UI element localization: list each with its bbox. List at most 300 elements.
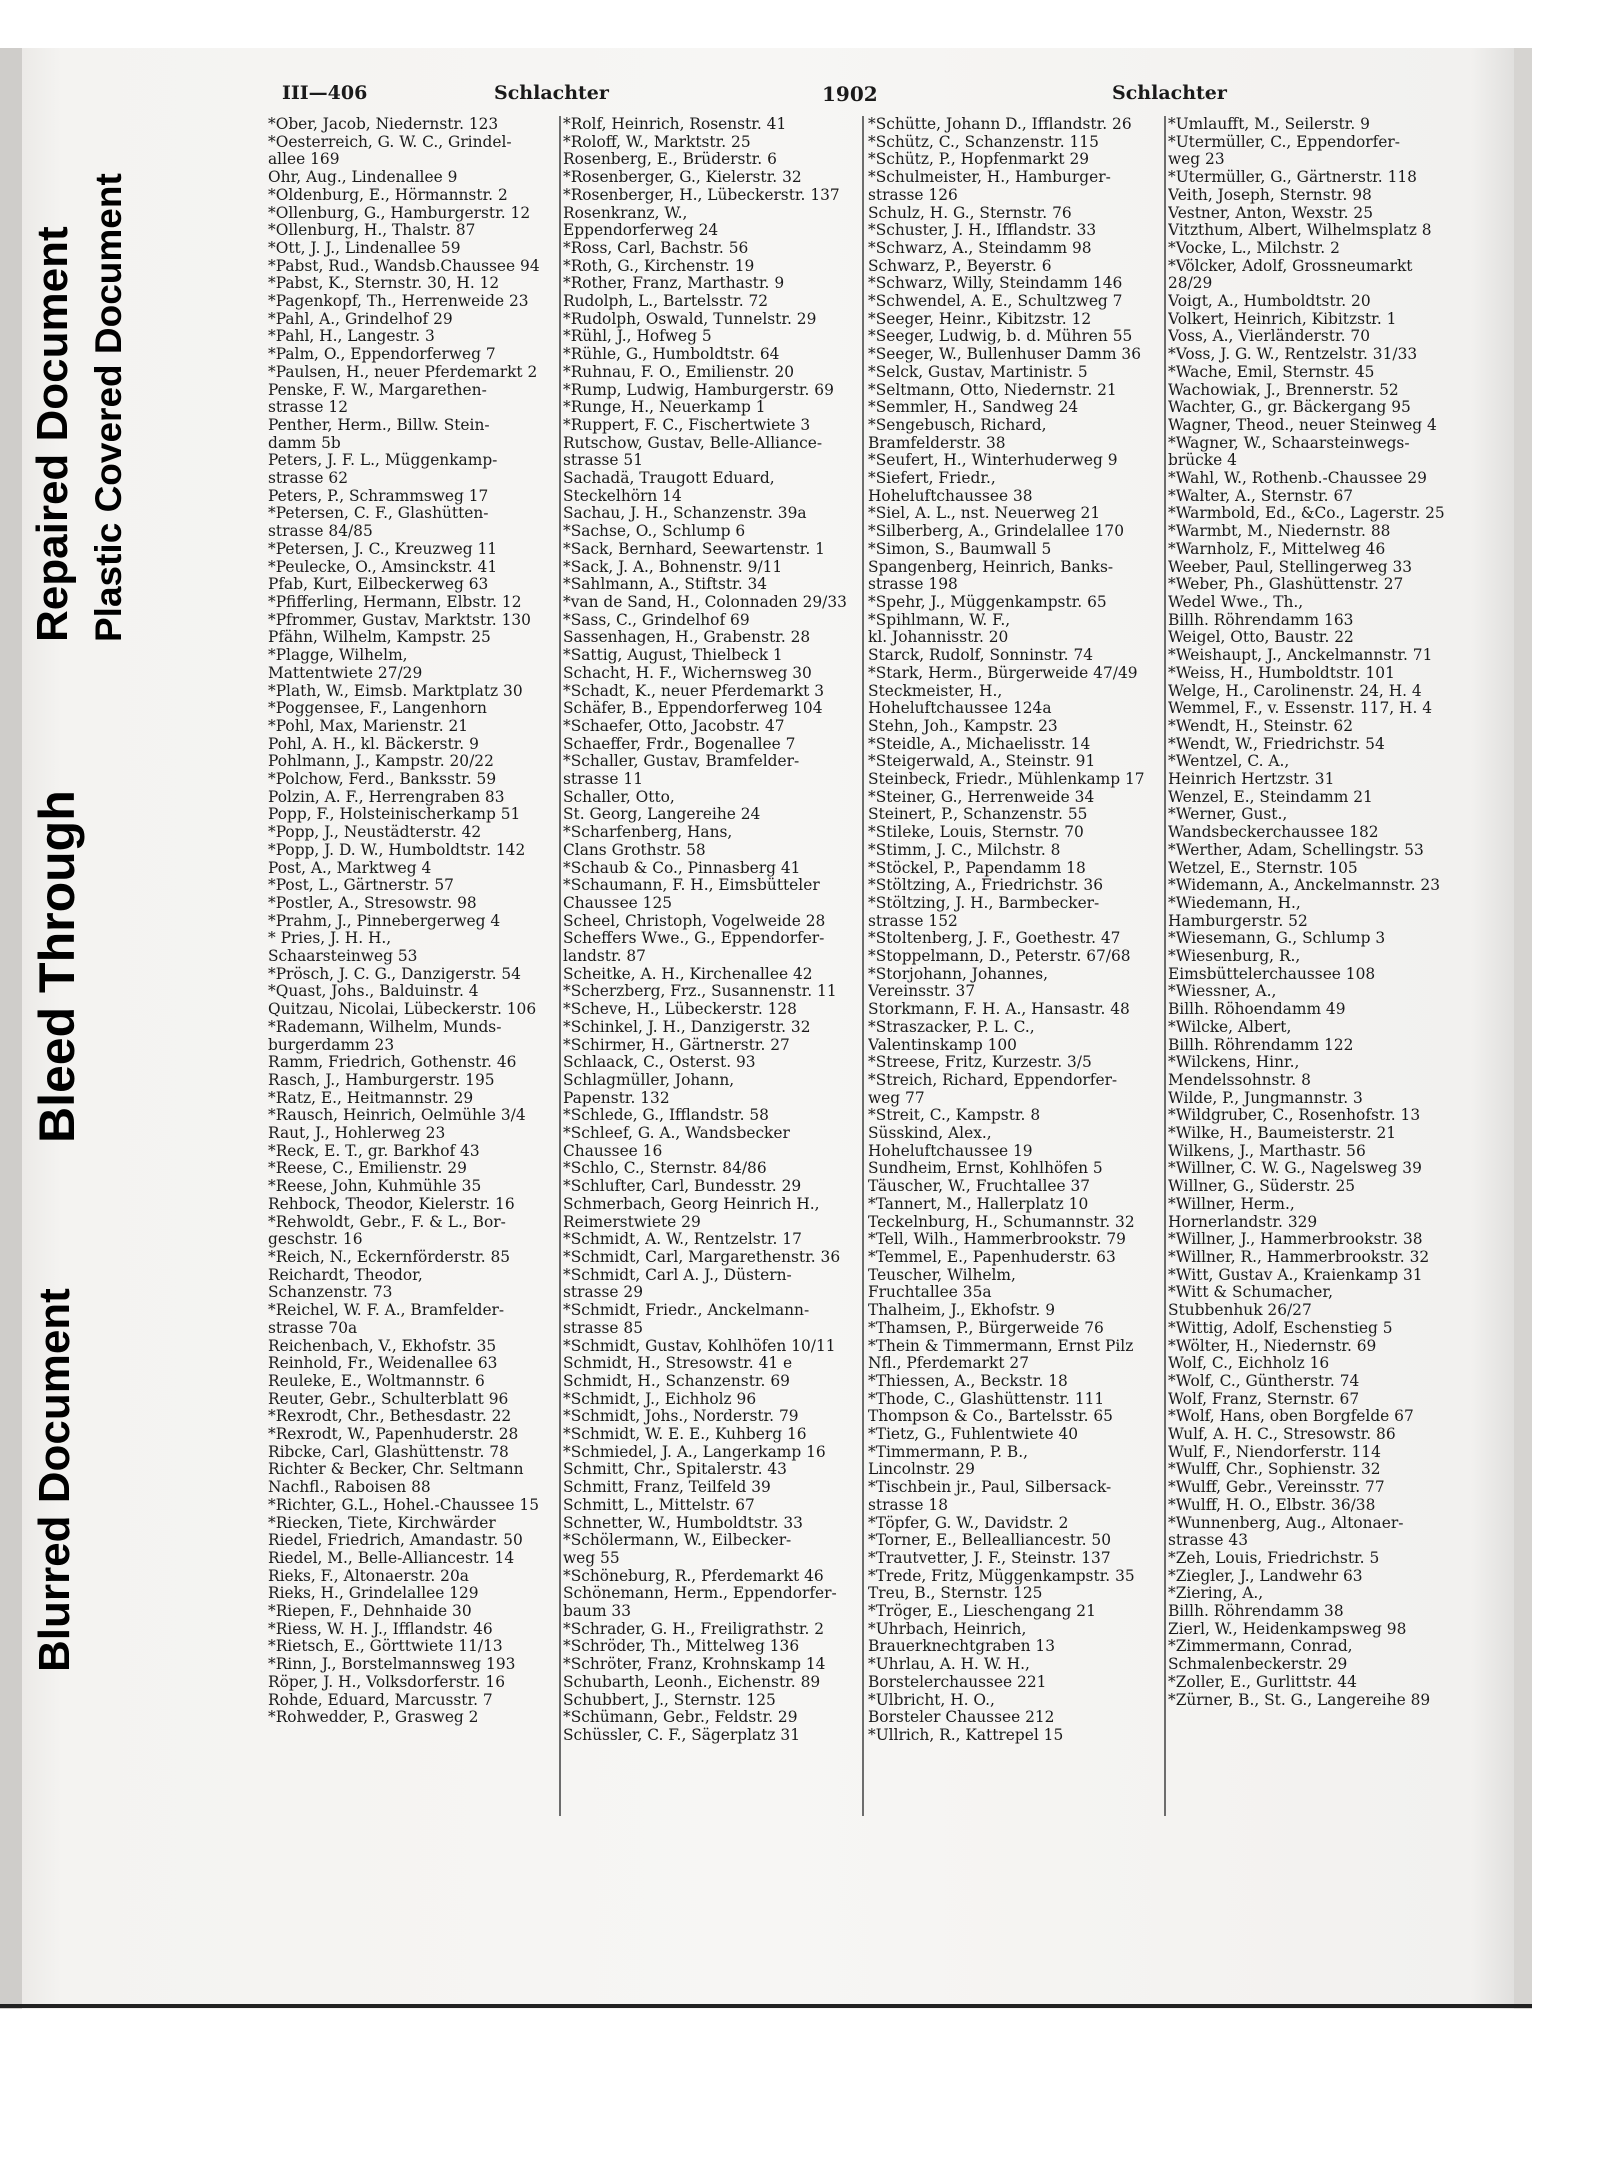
directory-entry: *Quast, Johs., Balduinstr. 4 [268,983,479,1001]
directory-entry: Rosenkranz, W., [563,204,688,222]
directory-entry: *Warmbt, M., Niedernstr. 88 [1168,523,1391,541]
directory-entry: Hoheluftchaussee 19 [868,1142,1033,1160]
directory-entry: Wilkens, J., Marthastr. 56 [1168,1142,1366,1160]
directory-entry: *Stöltzing, J. H., Barmbecker- [868,894,1100,912]
directory-entry: Wagner, Theod., neuer Steinweg 4 [1168,416,1437,434]
column-rule [1164,116,1166,1816]
directory-entry: *Rehwoldt, Gebr., F. & L., Bor- [268,1213,506,1231]
directory-entry: *Wölter, H., Niedernstr. 69 [1168,1337,1377,1355]
directory-entry: strasse 51 [563,452,643,470]
directory-entry: *Sengebusch, Richard, [868,416,1047,434]
directory-entry: *Stöltzing, A., Friedrichstr. 36 [868,877,1104,895]
directory-entry: Welge, H., Carolinenstr. 24, H. 4 [1168,682,1422,700]
directory-entry: *Siefert, Friedr., [868,470,996,488]
directory-entry: *Wagner, W., Schaarsteinwegs- [1168,434,1410,452]
directory-entry: *Willner, J., Hammerbrookstr. 38 [1168,1231,1423,1249]
directory-entry: Voigt, A., Humboldtstr. 20 [1168,293,1371,311]
directory-entry: Borstelerchaussee 221 [868,1673,1047,1691]
directory-entry: Teckelnburg, H., Schumannstr. 32 [868,1213,1135,1231]
directory-entry: Rosenberg, E., Brüderstr. 6 [563,151,777,169]
directory-entry: *Willner, R., Hammerbrookstr. 32 [1168,1249,1430,1266]
directory-entry: Ribcke, Carl, Glashüttenstr. 78 [268,1443,509,1461]
directory-entry: *Ulbricht, H. O., [868,1691,995,1709]
directory-entry: *Seeger, Ludwig, b. d. Mühren 55 [868,328,1133,346]
directory-entry: *Walter, A., Sternstr. 67 [1168,487,1354,505]
directory-column-4 [1168,116,1458,1709]
running-title-right: Schlachter [1112,82,1227,104]
directory-entry: Stehn, Joh., Kampstr. 23 [868,717,1058,735]
directory-entry: *Prahm, J., Pinnebergerweg 4 [268,912,501,930]
directory-entry: geschstr. 16 [268,1231,363,1249]
directory-entry: strasse 62 [268,470,348,488]
directory-entry: *Streich, Richard, Eppendorfer- [868,1071,1118,1089]
directory-entry: Popp, F., Holsteinischerkamp 51 [268,806,521,824]
directory-entry: *Wentzel, C. A., [1168,753,1290,771]
directory-entry: Hoheluftchaussee 38 [868,487,1033,505]
directory-entry: *Sack, J. A., Bohnenstr. 9/11 [563,558,783,576]
directory-entry: *Roth, G., Kirchenstr. 19 [563,257,755,275]
directory-entry: *Timmermann, P. B., [868,1443,1029,1461]
directory-entry: *Schuster, J. H., Ifflandstr. 33 [868,222,1097,240]
directory-entry: Rieks, H., Grindelallee 129 [268,1585,479,1603]
directory-entry: Billh. Röhoendamm 49 [1168,1001,1346,1019]
directory-entry: *Schrader, G. H., Freiligrathstr. 2 [563,1620,825,1638]
directory-entry: * Pries, J. H. H., [268,930,392,948]
directory-entry: Wandsbeckerchaussee 182 [1168,824,1379,842]
directory-entry: Rieks, F., Altonaerstr. 20a [268,1567,469,1585]
binding-edge [0,48,22,2009]
directory-entry: Rasch, J., Hamburgerstr. 195 [268,1071,495,1089]
directory-entry: *Schaub & Co., Pinnasberg 41 [563,859,801,877]
directory-entry: Wulf, F., Niendorferstr. 114 [1168,1443,1381,1461]
directory-entry: Scheel, Christoph, Vogelweide 28 [563,912,826,930]
directory-entry: *Wulff, Gebr., Vereinsstr. 77 [1168,1479,1385,1497]
directory-entry: Schüssler, C. F., Sägerplatz 31 [563,1726,800,1744]
directory-entry: Billh. Röhrendamm 163 [1168,611,1354,629]
directory-entry: Schubbert, J., Sternstr. 125 [563,1691,776,1709]
directory-entry: *Ober, Jacob, Niedernstr. 123 [268,116,499,133]
directory-entry: *Schwendel, A. E., Schultzweg 7 [868,293,1123,311]
directory-entry: *Rudolph, Oswald, Tunnelstr. 29 [563,310,817,328]
column-rule [559,116,561,1816]
directory-entry: *Torner, E., Bellealliancestr. 50 [868,1532,1112,1550]
bottom-edge-rule [0,2004,1532,2008]
directory-entry: *Paulsen, H., neuer Pferdemarkt 2 [268,363,538,381]
directory-entry: Teuscher, Wilhelm, [868,1266,1016,1284]
directory-entry: *Ott, J. J., Lindenallee 59 [268,239,461,257]
directory-entry: *Tannert, M., Hallerplatz 10 [868,1195,1089,1213]
directory-entry: strasse 12 [268,399,348,417]
directory-entry: Reinhold, Fr., Weidenallee 63 [268,1355,498,1373]
directory-entry: Riedel, Friedrich, Amandastr. 50 [268,1532,523,1550]
directory-entry: Sassenhagen, H., Grabenstr. 28 [563,629,811,647]
directory-entry: Scheitke, A. H., Kirchenallee 42 [563,965,813,983]
directory-entry: *Zürner, B., St. G., Langereihe 89 [1168,1691,1431,1709]
directory-entry: *Sachse, O., Schlump 6 [563,523,746,541]
directory-entry: *Wildgruber, C., Rosenhofstr. 13 [1168,1107,1421,1125]
directory-entry: *Siel, A. L., nst. Neuerweg 21 [868,505,1101,523]
directory-entry: Mendelssohnstr. 8 [1168,1071,1311,1089]
directory-entry: Stubbenhuk 26/27 [1168,1302,1312,1320]
directory-entry: *Richter, G.L., Hohel.-Chaussee 15 [268,1496,540,1514]
directory-entry: *Vocke, L., Milchstr. 2 [1168,239,1340,257]
directory-entry: Wemmel, F., v. Essenstr. 117, H. 4 [1168,700,1433,718]
directory-entry: landstr. 87 [563,948,646,966]
directory-entry: *Scharfenberg, Hans, [563,824,733,842]
directory-entry: *Semmler, H., Sandweg 24 [868,399,1079,417]
directory-entry: Schmitt, Chr., Spitalerstr. 43 [563,1461,787,1479]
directory-entry: *Zimmermann, Conrad, [1168,1638,1353,1656]
directory-entry: Sachadä, Traugott Eduard, [563,470,775,488]
directory-entry: Wolf, C., Eichholz 16 [1168,1355,1330,1373]
directory-entry: Nfl., Pferdemarkt 27 [868,1355,1030,1373]
directory-entry: *Schmidt, Carl, Margarethenstr. 36 [563,1249,841,1266]
directory-entry: *Schirmer, H., Gärtnerstr. 27 [563,1036,790,1054]
directory-entry: *Schlufter, Carl, Bundesstr. 29 [563,1178,802,1196]
directory-entry: *Rexrodt, Chr., Bethesdastr. 22 [268,1408,512,1426]
directory-entry: Rutschow, Gustav, Belle-Alliance- [563,434,823,452]
directory-entry: *Schütz, P., Hopfenmarkt 29 [868,151,1090,169]
directory-entry: *Schaller, Gustav, Bramfelder- [563,753,800,771]
directory-entry: Reichardt, Theodor, [268,1266,423,1284]
directory-entry: weg 77 [868,1089,925,1107]
directory-entry: *Wiesemann, G., Schlump 3 [1168,930,1386,948]
directory-entry: *Simon, S., Baumwall 5 [868,540,1052,558]
directory-entry: Nachfl., Raboisen 88 [268,1479,431,1497]
directory-entry: strasse 70a [268,1319,358,1337]
directory-entry: *Wilckens, Hinr., [1168,1054,1300,1072]
directory-entry: Veith, Joseph, Sternstr. 98 [1168,186,1372,204]
directory-entry: Täuscher, W., Fruchtallee 37 [868,1178,1091,1196]
directory-entry: *Uhrbach, Heinrich, [868,1620,1027,1638]
directory-entry: Schäfer, B., Eppendorferweg 104 [563,700,823,718]
directory-entry: *Weishaupt, J., Anckelmannstr. 71 [1168,647,1433,665]
directory-entry: *Riecken, Tiete, Kirchwärder [268,1514,496,1532]
directory-entry: *Schümann, Gebr., Feldstr. 29 [563,1709,798,1727]
directory-entry: *Sack, Bernhard, Seewartenstr. 1 [563,540,825,558]
directory-entry: Peters, P., Schrammsweg 17 [268,487,489,505]
directory-entry: Pohl, A. H., kl. Bäckerstr. 9 [268,735,479,753]
directory-entry: *Schlede, G., Ifflandstr. 58 [563,1107,769,1125]
directory-entry: Brauerknechtgraben 13 [868,1638,1056,1656]
directory-entry: *Postler, A., Stresowstr. 98 [268,894,477,912]
directory-entry: *Uhrlau, A. H. W. H., [868,1656,1030,1674]
directory-entry: *Oldenburg, E., Hörmannstr. 2 [268,186,508,204]
directory-entry: Richter & Becker, Chr. Seltmann [268,1461,524,1479]
directory-entry: Ramm, Friedrich, Gothenstr. 46 [268,1054,517,1072]
directory-entry: Schnetter, W., Humboldtstr. 33 [563,1514,803,1532]
directory-entry: Schmerbach, Georg Heinrich H., [563,1195,820,1213]
directory-column-3 [868,116,1162,1745]
directory-entry: Rudolph, L., Bartelsstr. 72 [563,293,769,311]
directory-entry: *Töpfer, G. W., Davidstr. 2 [868,1514,1069,1532]
directory-entry: *Schwarz, A., Steindamm 98 [868,239,1092,257]
directory-entry: *Sass, C., Grindelhof 69 [563,611,750,629]
directory-entry: *Rietsch, E., Görttwiete 11/13 [268,1638,503,1656]
directory-entry: *Thiessen, A., Beckstr. 18 [868,1372,1068,1390]
directory-entry: *Witt, Gustav A., Kraienkamp 31 [1168,1266,1423,1284]
directory-entry: *Sahlmann, A., Stiftstr. 34 [563,576,768,594]
directory-entry: *Zoller, E., Gurlittstr. 44 [1168,1673,1357,1691]
directory-entry: *Pagenkopf, Th., Herrenweide 23 [268,293,529,311]
directory-entry: Voss, A., Vierländerstr. 70 [1168,328,1371,346]
directory-entry: *Rademann, Wilhelm, Munds- [268,1018,502,1036]
plastic-covered-label: Plastic Covered Document [88,173,129,642]
directory-entry: *Wolf, C., Güntherstr. 74 [1168,1372,1360,1390]
directory-entry: Clans Grothstr. 58 [563,841,706,859]
directory-entry: *Spihlmann, W. F., [868,611,1011,629]
directory-entry: *Schütte, Johann D., Ifflandstr. 26 [868,116,1132,133]
directory-entry: *Pohl, Max, Marienstr. 21 [268,717,469,735]
directory-entry: *Streese, Fritz, Kurzestr. 3/5 [868,1054,1092,1072]
directory-entry: *Tietz, G., Fuhlentwiete 40 [868,1426,1079,1444]
directory-entry: *Riess, W. H. J., Ifflandstr. 46 [268,1620,493,1638]
directory-entry: Wetzel, E., Sternstr. 105 [1168,859,1358,877]
directory-entry: *Umlaufft, M., Seilerstr. 9 [1168,116,1370,133]
directory-entry: Reichenbach, V., Ekhofstr. 35 [268,1337,497,1355]
directory-entry: Sundheim, Ernst, Kohlhöfen 5 [868,1160,1103,1178]
directory-entry: Spangenberg, Heinrich, Banks- [868,558,1114,576]
directory-entry: *Oesterreich, G. W. C., Grindel- [268,133,512,151]
directory-entry: *Warmbold, Ed., &Co., Lagerstr. 25 [1168,505,1445,523]
directory-entry: Schlagmüller, Johann, [563,1071,735,1089]
directory-entry: Riedel, M., Belle-Alliancestr. 14 [268,1549,515,1567]
directory-entry: Röper, J. H., Volksdorferstr. 16 [268,1673,505,1691]
directory-entry: *Wittig, Adolf, Eschenstieg 5 [1168,1319,1393,1337]
directory-entry: *Rolf, Heinrich, Rosenstr. 41 [563,116,787,133]
directory-column-1 [268,116,556,1727]
directory-entry: *Thode, C., Glashüttenstr. 111 [868,1390,1105,1408]
directory-entry: Reimerstwiete 29 [563,1213,701,1231]
directory-entry: Reuleke, E., Woltmannstr. 6 [268,1372,485,1390]
directory-entry: Hamburgerstr. 52 [1168,912,1308,930]
directory-entry: *Wahl, W., Rothenb.-Chaussee 29 [1168,470,1427,488]
directory-entry: strasse 198 [868,576,958,594]
directory-entry: Penther, Herm., Billw. Stein- [268,416,490,434]
directory-entry: *Rühl, J., Hofweg 5 [563,328,712,346]
directory-entry: *Pahl, H., Langestr. 3 [268,328,435,346]
directory-entry: strasse 43 [1168,1532,1248,1550]
directory-entry: *Tröger, E., Lieschengang 21 [868,1603,1096,1621]
directory-entry: *Schaumann, F. H., Eimsbütteler [563,877,820,895]
directory-entry: *Petersen, J. C., Kreuzweg 11 [268,540,498,558]
directory-entry: Vestner, Anton, Wexstr. 25 [1168,204,1374,222]
directory-entry: Papenstr. 132 [563,1089,670,1107]
directory-entry: Bramfelderstr. 38 [868,434,1006,452]
directory-entry: Quitzau, Nicolai, Lübeckerstr. 106 [268,1001,537,1019]
directory-entry: *Wilcke, Albert, [1168,1018,1292,1036]
directory-entry: *Reichel, W. F. A., Bramfelder- [268,1302,505,1320]
directory-entry: *Scherzberg, Frz., Susannenstr. 11 [563,983,837,1001]
directory-entry: Wulf, A. H. C., Stresowstr. 86 [1168,1426,1396,1444]
directory-entry: Schönemann, Herm., Eppendorfer- [563,1585,837,1603]
directory-entry: *Plath, W., Eimsb. Marktplatz 30 [268,682,523,700]
directory-entry: Schacht, H. F., Wichernsweg 30 [563,664,812,682]
directory-entry: *Polchow, Ferd., Banksstr. 59 [268,771,497,789]
directory-entry: *Witt & Schumacher, [1168,1284,1333,1302]
directory-entry: *Rump, Ludwig, Hamburgerstr. 69 [563,381,834,399]
directory-entry: *Wulff, Chr., Sophienstr. 32 [1168,1461,1381,1479]
directory-entry: Billh. Röhrendamm 38 [1168,1603,1344,1621]
directory-entry: *Schmidt, Carl A. J., Düstern- [563,1266,792,1284]
year: 1902 [822,82,878,106]
directory-entry: *Ratz, E., Heitmannstr. 29 [268,1089,474,1107]
directory-entry: *Pahl, A., Grindelhof 29 [268,310,453,328]
directory-entry: *Ruhnau, F. O., Emilienstr. 20 [563,363,795,381]
directory-entry: Starck, Rudolf, Sonninstr. 74 [868,647,1094,665]
directory-entry: Thalheim, J., Ekhofstr. 9 [868,1302,1056,1320]
directory-entry: *Stark, Herm., Bürgerweide 47/49 [868,664,1138,682]
directory-entry: *Sattig, August, Thielbeck 1 [563,647,783,665]
directory-entry: *van de Sand, H., Colonnaden 29/33 [563,593,847,611]
directory-entry: *Silberberg, A., Grindelallee 170 [868,523,1125,541]
directory-entry: strasse 29 [563,1284,643,1302]
directory-entry: *Steidle, A., Michaelisstr. 14 [868,735,1091,753]
directory-entry: Wedel Wwe., Th., [1168,593,1304,611]
directory-entry: *Völcker, Adolf, Grossneumarkt [1168,257,1413,275]
directory-entry: allee 169 [268,151,340,169]
directory-entry: *Post, L., Gärtnerstr. 57 [268,877,454,895]
directory-entry: *Schmidt, Gustav, Kohlhöfen 10/11 [563,1337,836,1355]
directory-entry: *Rinn, J., Borstelmannsweg 193 [268,1656,516,1674]
directory-entry: Weeber, Paul, Stellingerweg 33 [1168,558,1413,576]
directory-entry: kl. Johannisstr. 20 [868,629,1009,647]
directory-entry: *Schinkel, J. H., Danzigerstr. 32 [563,1018,811,1036]
directory-entry: *Wendt, W., Friedrichstr. 54 [1168,735,1385,753]
directory-entry: *Schütz, C., Schanzenstr. 115 [868,133,1099,151]
directory-entry: strasse 84/85 [268,523,373,541]
directory-entry: strasse 11 [563,771,643,789]
directory-entry: Fruchtallee 35a [868,1284,992,1302]
directory-entry: *Schaefer, Otto, Jacobstr. 47 [563,717,785,735]
directory-entry: *Thein & Timmermann, Ernst Pilz [868,1337,1134,1355]
directory-entry: Schmidt, H., Schanzenstr. 69 [563,1372,790,1390]
directory-entry: *Werner, Gust., [1168,806,1288,824]
directory-entry: *Reich, N., Eckernförderstr. 85 [268,1249,511,1266]
directory-entry: *Schlo, C., Sternstr. 84/86 [563,1160,767,1178]
directory-entry: Schaeffer, Frdr., Bogenallee 7 [563,735,796,753]
directory-entry: Willner, G., Süderstr. 25 [1168,1178,1356,1196]
repaired-document-label: Repaired Document [28,226,77,642]
directory-entry: *Schmidt, A. W., Rentzelstr. 17 [563,1231,802,1249]
directory-entry: Ohr, Aug., Lindenallee 9 [268,169,458,187]
directory-entry: weg 55 [563,1549,620,1567]
directory-entry: *Schwarz, Willy, Steindamm 146 [868,275,1123,293]
directory-entry: *Rohwedder, P., Grasweg 2 [268,1709,479,1727]
directory-entry: Wenzel, E., Steindamm 21 [1168,788,1373,806]
directory-entry: *Steiner, G., Herrenweide 34 [868,788,1095,806]
directory-entry: Wachowiak, J., Brennerstr. 52 [1168,381,1399,399]
directory-entry: Reuter, Gebr., Schulterblatt 96 [268,1390,509,1408]
directory-entry: *Runge, H., Neuerkamp 1 [563,399,766,417]
directory-entry: Schaarsteinweg 53 [268,948,418,966]
directory-entry: 28/29 [1168,275,1213,293]
directory-entry: Eppendorferweg 24 [563,222,719,240]
column-rule [862,116,864,1816]
directory-entry: *Riepen, F., Dehnhaide 30 [268,1603,472,1621]
directory-entry: *Selck, Gustav, Martinistr. 5 [868,363,1088,381]
directory-entry: *Warnholz, F., Mittelweg 46 [1168,540,1386,558]
directory-entry: *Utermüller, G., Gärtnerstr. 118 [1168,169,1417,187]
directory-entry: strasse 126 [868,186,958,204]
directory-entry: *Storjohann, Johannes, [868,965,1049,983]
directory-entry: *Stoppelmann, D., Peterstr. 67/68 [868,948,1131,966]
directory-entry: *Poggensee, F., Langenhorn [268,700,487,718]
directory-entry: *Popp, J., Neustädterstr. 42 [268,824,482,842]
directory-entry: *Straszacker, P. L. C., [868,1018,1035,1036]
directory-entry: Steckelhörn 14 [563,487,682,505]
directory-entry: *Roloff, W., Marktstr. 25 [563,133,751,151]
directory-entry: strasse 85 [563,1319,643,1337]
directory-entry: *Weber, Ph., Glashüttenstr. 27 [1168,576,1404,594]
directory-entry: *Rosenberger, G., Kielerstr. 32 [563,169,802,187]
directory-entry: Wilde, P., Jungmannstr. 3 [1168,1089,1363,1107]
directory-entry: *Plagge, Wilhelm, [268,647,408,665]
directory-entry: *Stimm, J. C., Milchstr. 8 [868,841,1061,859]
running-title-left: Schlachter [494,82,609,104]
directory-entry: *Stoltenberg, J. F., Goethestr. 47 [868,930,1121,948]
directory-entry: Wachter, G., gr. Bäckergang 95 [1168,399,1411,417]
directory-entry: *Pabst, K., Sternstr. 30, H. 12 [268,275,500,293]
directory-entry: *Steigerwald, A., Steinstr. 91 [868,753,1096,771]
directory-entry: *Stileke, Louis, Sternstr. 70 [868,824,1084,842]
directory-entry: Schanzenstr. 73 [268,1284,393,1302]
directory-entry: damm 5b [268,434,341,452]
directory-entry: *Utermüller, C., Eppendorfer- [1168,133,1400,151]
directory-entry: *Petersen, C. F., Glashütten- [268,505,489,523]
directory-entry: *Schmiedel, J. A., Langerkamp 16 [563,1443,826,1461]
directory-entry: Polzin, A. F., Herrengraben 83 [268,788,505,806]
directory-entry: Chaussee 16 [563,1142,663,1160]
directory-entry: Pohlmann, J., Kampstr. 20/22 [268,753,494,771]
directory-entry: *Tischbein jr., Paul, Silbersack- [868,1479,1112,1497]
directory-entry: Vitzthum, Albert, Wilhelmsplatz 8 [1168,222,1432,240]
directory-entry: Chaussee 125 [563,894,673,912]
directory-entry: *Schölermann, W., Eilbecker- [563,1532,792,1550]
directory-entry: *Spehr, J., Müggenkampstr. 65 [868,593,1107,611]
directory-entry: Scheffers Wwe., G., Eppendorfer- [563,930,825,948]
directory-entry: Steinert, P., Schanzenstr. 55 [868,806,1088,824]
directory-entry: burgerdamm 23 [268,1036,395,1054]
directory-entry: Hoheluftchaussee 124a [868,700,1052,718]
directory-entry: *Seltmann, Otto, Niedernstr. 21 [868,381,1117,399]
right-page-edge [1514,48,1532,2009]
directory-entry: Schaller, Otto, [563,788,675,806]
directory-entry: Thompson & Co., Bartelsstr. 65 [868,1408,1113,1426]
directory-entry: St. Georg, Langereihe 24 [563,806,761,824]
directory-entry: *Schröder, Th., Mittelweg 136 [563,1638,800,1656]
directory-entry: Schmitt, Franz, Teilfeld 39 [563,1479,771,1497]
directory-entry: strasse 152 [868,912,958,930]
directory-entry: *Schröter, Franz, Krohnskamp 14 [563,1656,826,1674]
directory-entry: Treu, B., Sternstr. 125 [868,1585,1043,1603]
directory-entry: Mattentwiete 27/29 [268,664,423,682]
directory-entry: *Pfrommer, Gustav, Marktstr. 130 [268,611,531,629]
bleed-through-label: Bleed Through [29,790,85,1143]
directory-entry: *Tell, Wilh., Hammerbrookstr. 79 [868,1231,1126,1249]
directory-entry: *Schmidt, W. E. E., Kuhberg 16 [563,1426,807,1444]
directory-entry: *Reck, E. T., gr. Barkhof 43 [268,1142,480,1160]
directory-entry: Valentinskamp 100 [868,1036,1017,1054]
directory-column-2 [563,116,851,1745]
directory-entry: *Rexrodt, W., Papenhuderstr. 28 [268,1426,519,1444]
directory-entry: *Wolf, Hans, oben Borgfelde 67 [1168,1408,1414,1426]
directory-entry: *Ross, Carl, Bachstr. 56 [563,239,749,257]
directory-entry: Rohde, Eduard, Marcusstr. 7 [268,1691,493,1709]
blurred-document-label: Blurred Document [30,1288,79,1672]
directory-entry: Wolf, Franz, Sternstr. 67 [1168,1390,1360,1408]
directory-entry: Schmitt, L., Mittelstr. 67 [563,1496,755,1514]
